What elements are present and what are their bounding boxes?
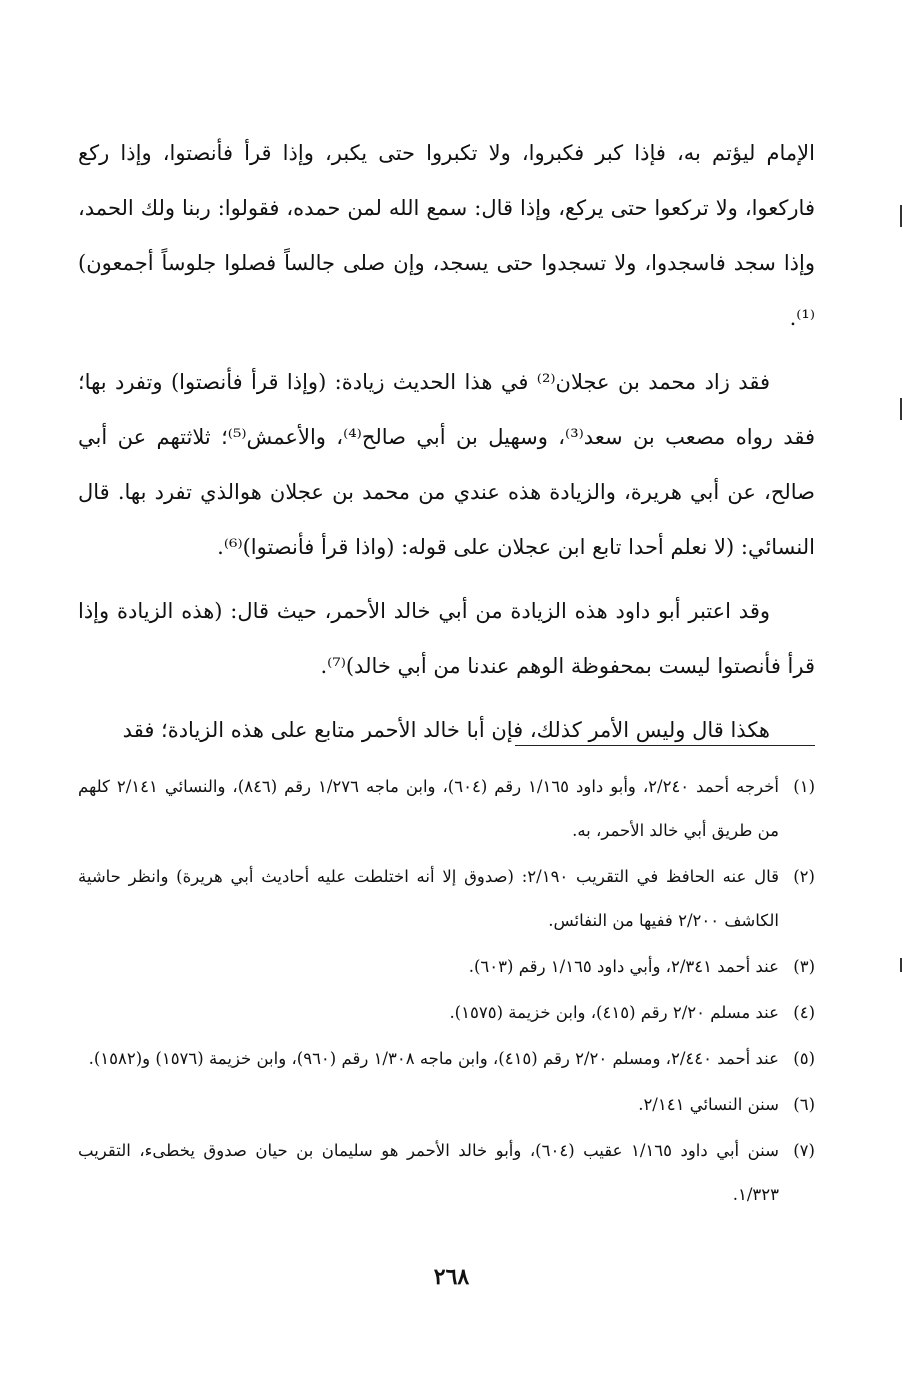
footnote xyxy=(78,945,815,989)
footnote-number: (٧) xyxy=(793,1141,815,1160)
scan-edge-mark xyxy=(900,398,902,420)
scan-edge-mark xyxy=(900,958,902,972)
footnote-text: سنن النسائي ٢/١٤١. xyxy=(638,1095,779,1114)
footnote-divider xyxy=(515,745,815,746)
footnote-text: أخرجه أحمد ٢/٢٤٠، وأبو داود ١/١٦٥ رقم (٦٠٤)، وابن ماجه ١/٢٧٦ رقم (٨٤٦)، والنسائي ٢/١٤١ كلهم من طريق أبي خالد الأحمر، به. xyxy=(78,777,779,840)
main-text xyxy=(78,126,815,767)
footnote-number: (٤) xyxy=(793,1003,815,1022)
footnote-number: (٢) xyxy=(793,867,815,886)
scan-edge-mark xyxy=(900,205,902,227)
paragraph: فقد زاد محمد بن عجلان⁽²⁾ في هذا الحديث زيادة: (وإذا قرأ فأنصتوا) وتفرد بها؛ فقد رواه مصعب بن سعد⁽³⁾، وسهيل بن أبي صالح⁽⁴⁾، والأعمش⁽⁵⁾؛ ثلاثتهم عن أبي صالح، عن أبي هريرة، والزيادة هذه عندي من محمد بن عجلان هوالذي تفرد بها. قال النسائي: (لا نعلم أحدا تابع ابن عجلان على قوله: (واذا قرأ فأنصتوا)⁽⁶⁾. xyxy=(78,370,815,559)
footnotes xyxy=(78,765,815,1219)
footnote xyxy=(78,1083,815,1127)
footnote xyxy=(78,991,815,1035)
footnote-number: (٣) xyxy=(793,957,815,976)
paragraph: هكذا قال وليس الأمر كذلك، فإن أبا خالد الأحمر متابع على هذه الزيادة؛ فقد xyxy=(122,718,770,742)
footnote-number: (٥) xyxy=(793,1049,815,1068)
paragraph: وقد اعتبر أبو داود هذه الزيادة من أبي خالد الأحمر، حيث قال: (هذه الزيادة وإذا قرأ فأنصتوا ليست بمحفوظة الوهم عندنا من أبي خالد)⁽⁷⁾. xyxy=(78,599,815,678)
footnote-text: قال عنه الحافظ في التقريب ٢/١٩٠: (صدوق إلا أنه اختلطت عليه أحاديث أبي هريرة) وانظر حاشية الكاشف ٢/٢٠٠ ففيها من النفائس. xyxy=(78,867,779,930)
footnote-number: (٦) xyxy=(793,1095,815,1114)
footnote-text: عند مسلم ٢/٢٠ رقم (٤١٥)، وابن خزيمة (١٥٧٥). xyxy=(449,1003,779,1022)
footnote xyxy=(78,1129,815,1217)
footnote-text: عند أحمد ٢/٤٤٠، ومسلم ٢/٢٠ رقم (٤١٥)، وابن ماجه ١/٣٠٨ رقم (٩٦٠)، وابن خزيمة (١٥٧٦) و(١٥٨٢). xyxy=(88,1049,779,1068)
footnote xyxy=(78,765,815,853)
paragraph: الإمام ليؤتم به، فإذا كبر فكبروا، ولا تكبروا حتى يكبر، وإذا قرأ فأنصتوا، وإذا ركع فاركعوا، ولا تركعوا حتى يركع، وإذا قال: سمع الله لمن حمده، فقولوا: ربنا ولك الحمد، وإذا سجد فاسجدوا، ولا تسجدوا حتى يسجد، وإن صلى جالساً فصلوا جلوساً أجمعون)⁽¹⁾. xyxy=(78,141,815,330)
footnote-text: عند أحمد ٢/٣٤١، وأبي داود ١/١٦٥ رقم (٦٠٣). xyxy=(468,957,779,976)
footnote-text: سنن أبي داود ١/١٦٥ عقيب (٦٠٤)، وأبو خالد الأحمر هو سليمان بن حيان صدوق يخطىء، التقريب ١/٣٢٣. xyxy=(78,1141,779,1204)
footnote xyxy=(78,855,815,943)
footnote xyxy=(78,1037,815,1081)
page-number: ٢٦٨ xyxy=(433,1264,470,1290)
footnote-number: (١) xyxy=(793,777,815,796)
